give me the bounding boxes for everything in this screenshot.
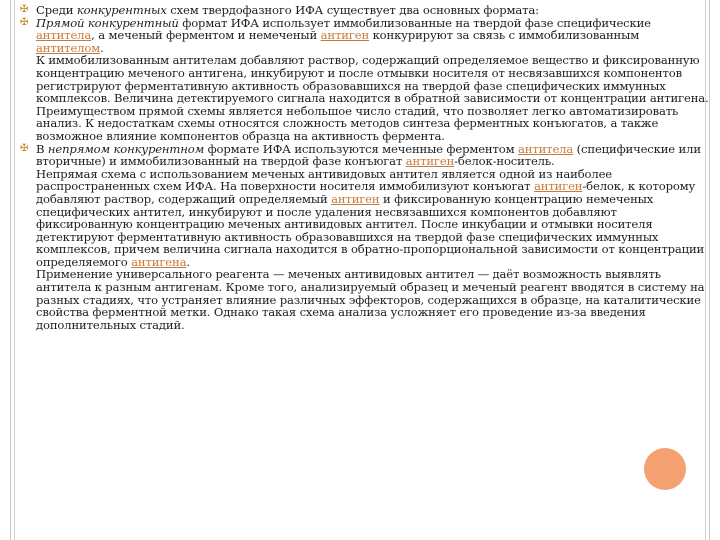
text-run: схем твердофазного ИФА существует два основных формата: <box>166 3 539 17</box>
bullet-2-paragraph-3: Преимуществом прямой схемы является небольшое число стадий, что позволяет легко автоматизировать анализ. К недостаткам схемы относятся сложность методов синтеза ферментных конъюгатов, а также возможное влияние компонентов образца на активность фермента. <box>36 103 679 143</box>
link-antigen[interactable]: антиген <box>331 191 380 206</box>
bullet-2-paragraph-2: К иммобилизованным антителам добавляют раствор, содержащий определяемое вещество и фиксированную концентрацию меченого антигена, инкубируют и после отмывки носителя от несвязавшихся компонентов регистрируют ферментативную активность образовавшихся на твердой фазе специфических иммунных комплексов. Величина детектируемого сигнала находится в обратной зависимости от концентрации антигена. <box>36 53 709 106</box>
link-antibodies[interactable]: антитела <box>36 28 92 43</box>
link-antibody[interactable]: антителом <box>36 40 101 55</box>
text-run: и фиксированную концентрацию немеченых специфических антител, инкубируют и после удаления несвязавшихся компонентов добавляют фиксированную концентрацию меченых антивидовых антител. После инкубации и отмывки носителя детектируют ферментативную активность образовавшихся на твердой фазе специфических иммунных комплексов, причем величина сигнала находится в обратно-пропорциональной зависимости от концентрации определяемого <box>36 191 705 269</box>
bullet-marker-icon: ✠ <box>20 142 29 154</box>
text-run: Непрямая схема с использованием меченых антивидовых антител является одной из наиболее распространенных схем ИФА. На поверхности носителя иммобилизуют конъюгат <box>36 166 613 194</box>
link-antibodies[interactable]: антитела <box>518 141 574 156</box>
text-run-italic: конкурентных <box>76 3 167 17</box>
text-run: (специфические или вторичные) и иммобилизованный на твердой фазе конъюгат <box>36 141 701 169</box>
text-run: Среди <box>36 3 77 17</box>
decorative-orange-circle <box>644 448 686 490</box>
bullet-3-paragraph-2 <box>36 168 710 269</box>
link-antigen[interactable]: антиген <box>533 179 583 194</box>
text-run-italic: Прямой конкурентный <box>36 15 179 30</box>
text-run: . <box>186 254 190 269</box>
link-antigen[interactable]: антиген <box>320 28 370 43</box>
text-run: -белок-носитель. <box>454 154 555 169</box>
frame-line-left-inner <box>14 0 15 540</box>
slide-content <box>20 4 710 331</box>
text-run-italic: непрямом конкурентном <box>47 141 205 156</box>
bullet-marker-icon: ✠ <box>20 4 29 15</box>
bullet-2-text <box>36 17 710 55</box>
frame-line-left <box>10 0 11 540</box>
text-run: , а меченый ферментом и немеченый <box>91 28 321 43</box>
link-antigen[interactable]: антиген <box>405 154 455 169</box>
bullet-3-text <box>36 143 710 168</box>
bullet-3-paragraph-3: Применение универсального реагента — меченых антивидовых антител — даёт возможность выявлять антитела к разным антигенам. Кроме того, анализируемый образец и меченый реагент вводятся в систему на разных стадиях, что устраняет влияние различных эффекторов, содержащихся в образце, на каталитические свойства ферментной метки. Однако такая схема анализа усложняет его проведение из-за введения дополнительных стадий. <box>36 267 705 332</box>
text-run: конкурируют за связь с иммобилизованным <box>369 28 640 43</box>
text-run: формате ИФА используются меченные ферментом <box>204 141 518 156</box>
link-antigen-genitive[interactable]: антигена <box>131 254 187 269</box>
text-run: . <box>100 40 104 55</box>
text-run: В <box>36 141 48 156</box>
text-run: -белок, к которому добавляют раствор, содержащий определяемый <box>36 179 696 206</box>
bullet-item-3 <box>20 143 710 332</box>
text-run: формат ИФА использует иммобилизованные на твердой фазе специфические <box>178 15 651 30</box>
bullet-marker-icon: ✠ <box>20 16 29 28</box>
bullet-item-2 <box>20 17 710 143</box>
